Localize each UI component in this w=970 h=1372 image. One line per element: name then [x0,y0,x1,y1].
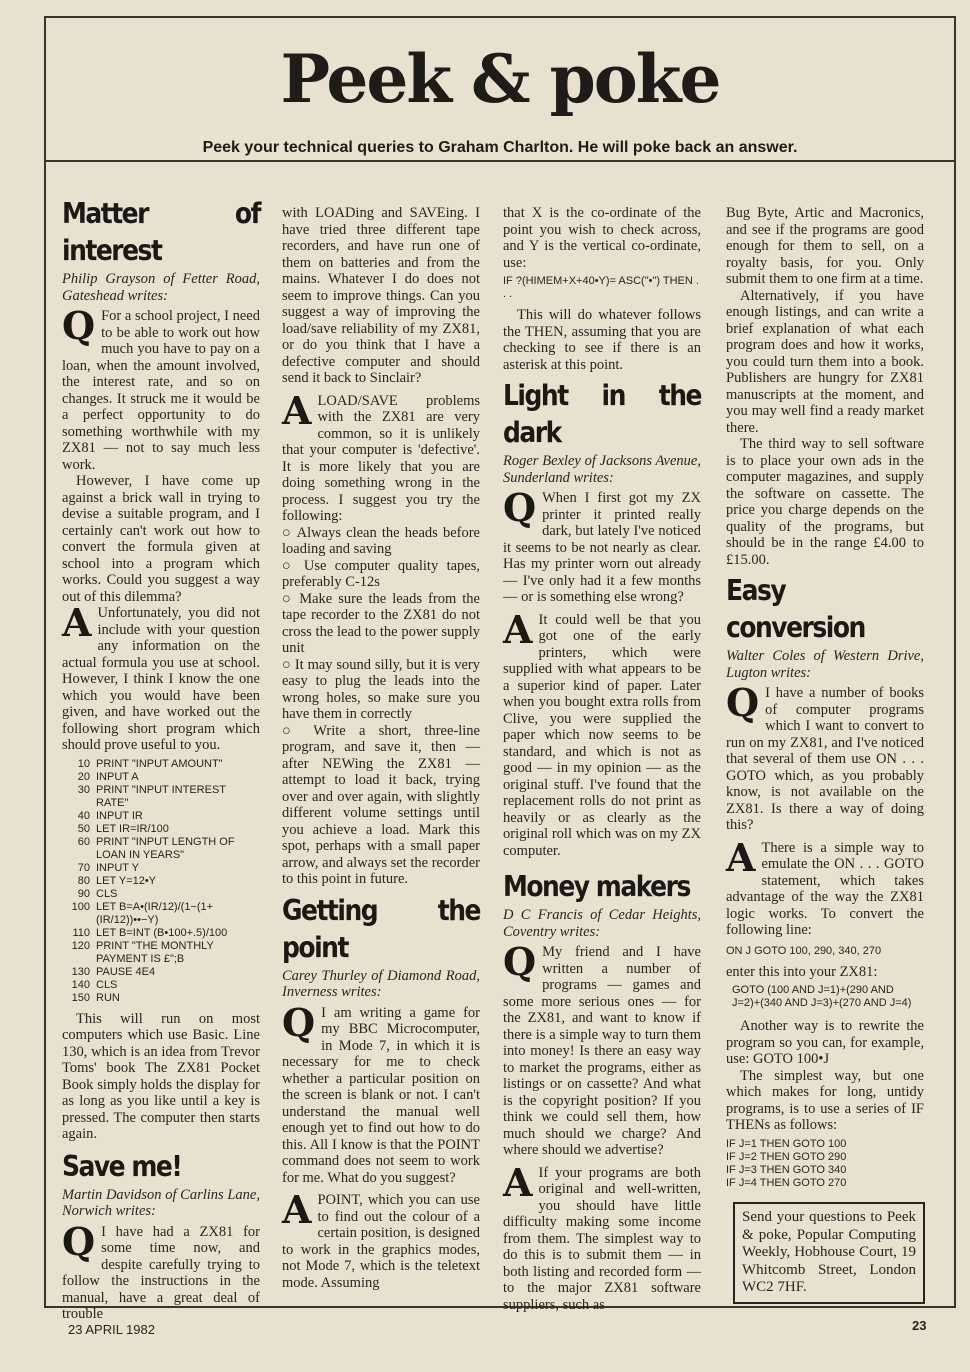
answer-text: It could well be that you got one of the early printers, which were supplied with what appears to be a superior kind of paper. Later when you bought extra rolls from Clive, you were supplied the paper which now seems to be standard, and which is not as good — in my opinion — as the original stuff. I've found that the replacement rolls do not print as heavily or as clearly as the original roll which was on my ZX computer. [503,611,701,859]
bullet-item: ○ It may sound silly, but it is very easy to plug the leads into the wrong holes, so make sure you have them in correctly [282,656,480,722]
heading-easy-conversion: Easy conversion [726,573,865,644]
question [62,1218,260,1323]
byline: Walter Coles of Western Drive, Lugton writes: [726,648,924,681]
heading-save-me: Save me! [62,1148,182,1183]
paragraph: that X is the co-ordinate of the point you wish to check across, and Y is the vertical co-ordinate, use: [503,205,701,271]
address-box: Send your questions to Peek & poke, Popular Computing Weekly, Hobhouse Court, 19 Whitcomb Street, London WC2 7HF. [733,1202,925,1304]
drop-cap-a: A [62,600,92,645]
code-statement: PAUSE 4E4 [96,965,156,978]
paragraph: with LOADing and SAVEing. I have tried three different tape recorders, and have run one of them on batteries and from the mains. Whatever I do does not seem to improve things. Can you suggest a way of improving the load/save reliability of my ZX81, or do you think that I have a defective computer and should send it back to Sinclair? [282,205,480,386]
paragraph: Bug Byte, Artic and Macronics, and see if the programs are good enough for them to sell, on a royalty basis, for you. Only submit them to one firm at a time. [726,205,924,287]
code-line [62,966,260,979]
line-number: 100 [71,900,90,913]
question [282,999,480,1187]
bullet-item: ○ Always clean the heads before loading and saving [282,524,480,557]
header-box [44,16,956,162]
heading-money-makers: Money makers [503,869,690,903]
paragraph: enter this into your ZX81: [726,963,878,980]
byline: Carey Thurley of Diamond Road, Inverness writes: [282,967,480,1000]
question [503,939,701,1159]
paragraph: Alternatively, if you have enough listings, and can write a brief explanation of what each program does and how it works, you could turn them into a book. Publishers are hungry for ZX81 manuscripts at the moment, and you may well find a ready market there. [726,287,924,436]
paragraph: Another way is to rewrite the program so you can, for example, use: GOTO 100•J [726,1018,924,1067]
bullet-item: ○ Make sure the leads from the tape recorder to the ZX81 do not cross the lead to the power supply unit [282,590,480,656]
footer-date: 23 APRIL 1982 [68,1322,155,1337]
answer-text: LOAD/SAVE problems with the ZX81 are very common, so it is unlikely that your computer is 'defective'. It is more likely that you are doing something wrong in the process. I suggest you try the following: [282,392,480,524]
code-line [62,810,260,823]
code-line [62,836,260,862]
drop-cap-a: A [726,834,756,880]
line-number: 90 [77,887,90,900]
question [503,485,701,606]
line-number: 70 [77,861,90,874]
line-number: 30 [77,783,90,796]
code-statement: PRINT "INPUT INTEREST RATE" [96,783,226,809]
code-line: GOTO (100 AND J=1)+(290 AND J=2)+(340 AND J=3)+(270 AND J=4) [732,984,912,1009]
code-statement: INPUT Y [96,861,139,874]
code-statement: LET B=INT (B•100+.5)/100 [96,926,228,939]
code-line [62,940,260,966]
byline: Martin Davidson of Carlins Lane, Norwich writes: [62,1186,260,1219]
byline: Philip Grayson of Fetter Road, Gateshead writes: [62,271,260,304]
code-line [62,992,260,1005]
question [726,680,924,834]
drop-cap-q: Q [62,303,96,348]
line-number: 40 [77,809,90,822]
drop-cap-q: Q [62,1218,96,1264]
code-line [62,784,260,810]
column-4 [726,205,924,1190]
line-number: 10 [77,757,90,770]
line-number: 20 [77,770,90,783]
heading-getting-the-point: Getting the point [282,893,480,964]
code-line: IF J=4 THEN GOTO 270 [726,1176,847,1189]
drop-cap-q: Q [503,485,537,530]
code-line [62,875,260,888]
column-2 [282,205,480,1291]
drop-cap-a: A [282,387,312,433]
column-3 [503,205,701,1313]
answer [282,1187,480,1291]
bullet-item: ○ Write a short, three-line program, and save it, then — after NEWing the ZX81 — attempt to load it back, trying over and over again, with slightly different volume settings until you achieve a load. Mark this spot, perhaps with a small paper arrow, and always set the recorder to this point in future. [282,722,480,887]
code-line: IF ?(HIMEM+X+40•Y)= ASC("•") THEN . . . [503,275,699,300]
code-listing [726,1138,924,1190]
code-statement: LET B=A•(IR/12)/(1−(1+(IR/12))••−Y) [96,900,214,926]
masthead-title: Peek & poke [280,40,720,118]
page-number: 23 [912,1318,927,1333]
drop-cap-a: A [503,1159,533,1205]
code-line [62,771,260,784]
code-line [62,823,260,836]
answer [282,387,480,525]
line-number: 50 [77,822,90,835]
answer-text: Unfortunately, you did not include with your question any information on the actual formula you use at school. However, I think I know the one which you would have been given, and have worked out the following short program which should prove useful to you. [62,605,260,753]
paragraph: This will run on most computers which use Basic. Line 130, which is an idea from Trevor Toms' book The ZX81 Pocket Book simply holds the display for as long as you like until a key is pressed. The computer then starts again. [62,1010,260,1142]
code-line: IF J=3 THEN GOTO 340 [726,1163,847,1176]
byline: D C Francis of Cedar Heights, Coventry writes: [503,907,701,940]
code-statement: LET IR=IR/100 [96,822,169,835]
line-number: 150 [71,991,90,1004]
line-number: 110 [72,926,90,939]
paragraph: The simplest way, but one which makes for long, untidy programs, is to use a series of IF THENs as follows: [726,1067,924,1133]
drop-cap-q: Q [503,939,537,984]
question-text: For a school project, I need to be able to work out how much you have to pay on a loan, when the amount involved, the interest rate, and so on changes. It struck me it would be a perfect opportunity to do something worthwhile with my ZX81 — not to say much less work. [62,308,260,473]
code-line [62,927,260,940]
paragraph: However, I have come up against a brick wall in trying to devise a suitable program, and I certainly can't work out how to convert the formula given at school into a program which works. Could you suggest a way out of this dilemma? [62,473,260,605]
code-statement: CLS [96,978,118,991]
bullet-item: ○ Use computer quality tapes, preferably C-12s [282,557,480,590]
paragraph: The third way to sell software is to place your own ads in the computer magazines, and supply the software on cassette. The price you charge depends on the quality of the programs, but should be in the range £4.00 to £15.00. [726,436,924,568]
code-line [62,888,260,901]
column-1 [62,196,260,1323]
question-text: I have a number of books of computer programs which I want to convert to run on my ZX81, and I've noticed that several of them use ON . . . GOTO which, as you probably know, is not available on the ZX81. Is there a way of doing this? [726,685,924,833]
answer-text: There is a simple way to emulate the ON . . . GOTO statement, which takes advantage of the way the ZX81 logic works. To convert the following line: [726,839,924,938]
code-statement: PRINT "INPUT AMOUNT" [96,757,223,770]
byline: Roger Bexley of Jacksons Avenue, Sunderland writes: [503,453,701,486]
code-statement: INPUT IR [96,809,143,822]
line-number: 120 [71,939,90,952]
code-listing [62,758,260,1005]
heading-matter-of-interest: Matter of interest [62,196,260,267]
drop-cap-a: A [503,606,533,652]
code-line: IF J=2 THEN GOTO 290 [726,1150,847,1163]
heading-light-in-the-dark: Light in the dark [503,378,701,449]
drop-cap-a: A [282,1187,312,1232]
code-line [62,901,260,927]
question-text: I have had a ZX81 for some time now, and despite carefully trying to follow the instructions in the manual, have a great deal of trouble [62,1223,260,1322]
line-number: 80 [77,874,90,887]
code-line [62,979,260,992]
answer-text: If your programs are both original and well-written, you should have little difficulty making some income from them. The simplest way to do this is to submit them — in both listing and recorded form — to the major ZX81 software suppliers, such as [503,1164,701,1313]
standfirst: Peek your technical queries to Graham Charlton. He will poke back an answer. [202,139,798,156]
answer-text: POINT, which you can use to find out the colour of a certain position, is designed to work in the graphics modes, not Mode 7, which is the teletext mode. Assuming [282,1192,480,1291]
line-number: 130 [71,965,90,978]
code-line [62,862,260,875]
paragraph: This will do whatever follows the THEN, assuming that you are checking to see if there is an asterisk at this point. [503,307,701,373]
drop-cap-q: Q [726,680,760,725]
answer [503,1159,701,1314]
question-text: I am writing a game for my BBC Microcomputer, in Mode 7, in which it is necessary for me to check whether a particular position on the screen is blank or not. I can't understand the manual well enough yet to find out how to do this. All I know is that the POINT command does not seem to work for me. What do you suggest? [282,1004,480,1186]
question [62,303,260,473]
answer [62,600,260,754]
question-text: My friend and I have written a number of programs — games and some more serious ones — for the ZX81, and want to know if there is a simple way to turn them into money! Is there an easy way to market the programs, either as listings or on cassette? And what is the copyright position? If you think we could sell them, how much should we charge? And where should we advertise? [503,944,701,1158]
code-statement: PRINT "THE MONTHLY PAYMENT IS £";B [96,939,214,965]
code-statement: LET Y=12•Y [96,874,157,887]
code-line: IF J=1 THEN GOTO 100 [726,1137,847,1150]
line-number: 140 [71,978,90,991]
code-statement: CLS [96,887,118,900]
code-statement: PRINT "INPUT LENGTH OF LOAN IN YEARS" [96,835,235,861]
answer [726,834,924,939]
code-line [62,758,260,771]
drop-cap-q: Q [282,999,316,1045]
answer [503,606,701,860]
question-text: When I first got my ZX printer it printed really dark, but lately I've noticed it seems to be not nearly as clear. Has my printer worn out already — I've only had it a few months — or is something else wrong? [503,490,701,605]
code-statement: RUN [96,991,120,1004]
code-line: ON J GOTO 100, 290, 340, 270 [726,944,882,957]
code-statement: INPUT A [96,770,139,783]
line-number: 60 [77,835,90,848]
